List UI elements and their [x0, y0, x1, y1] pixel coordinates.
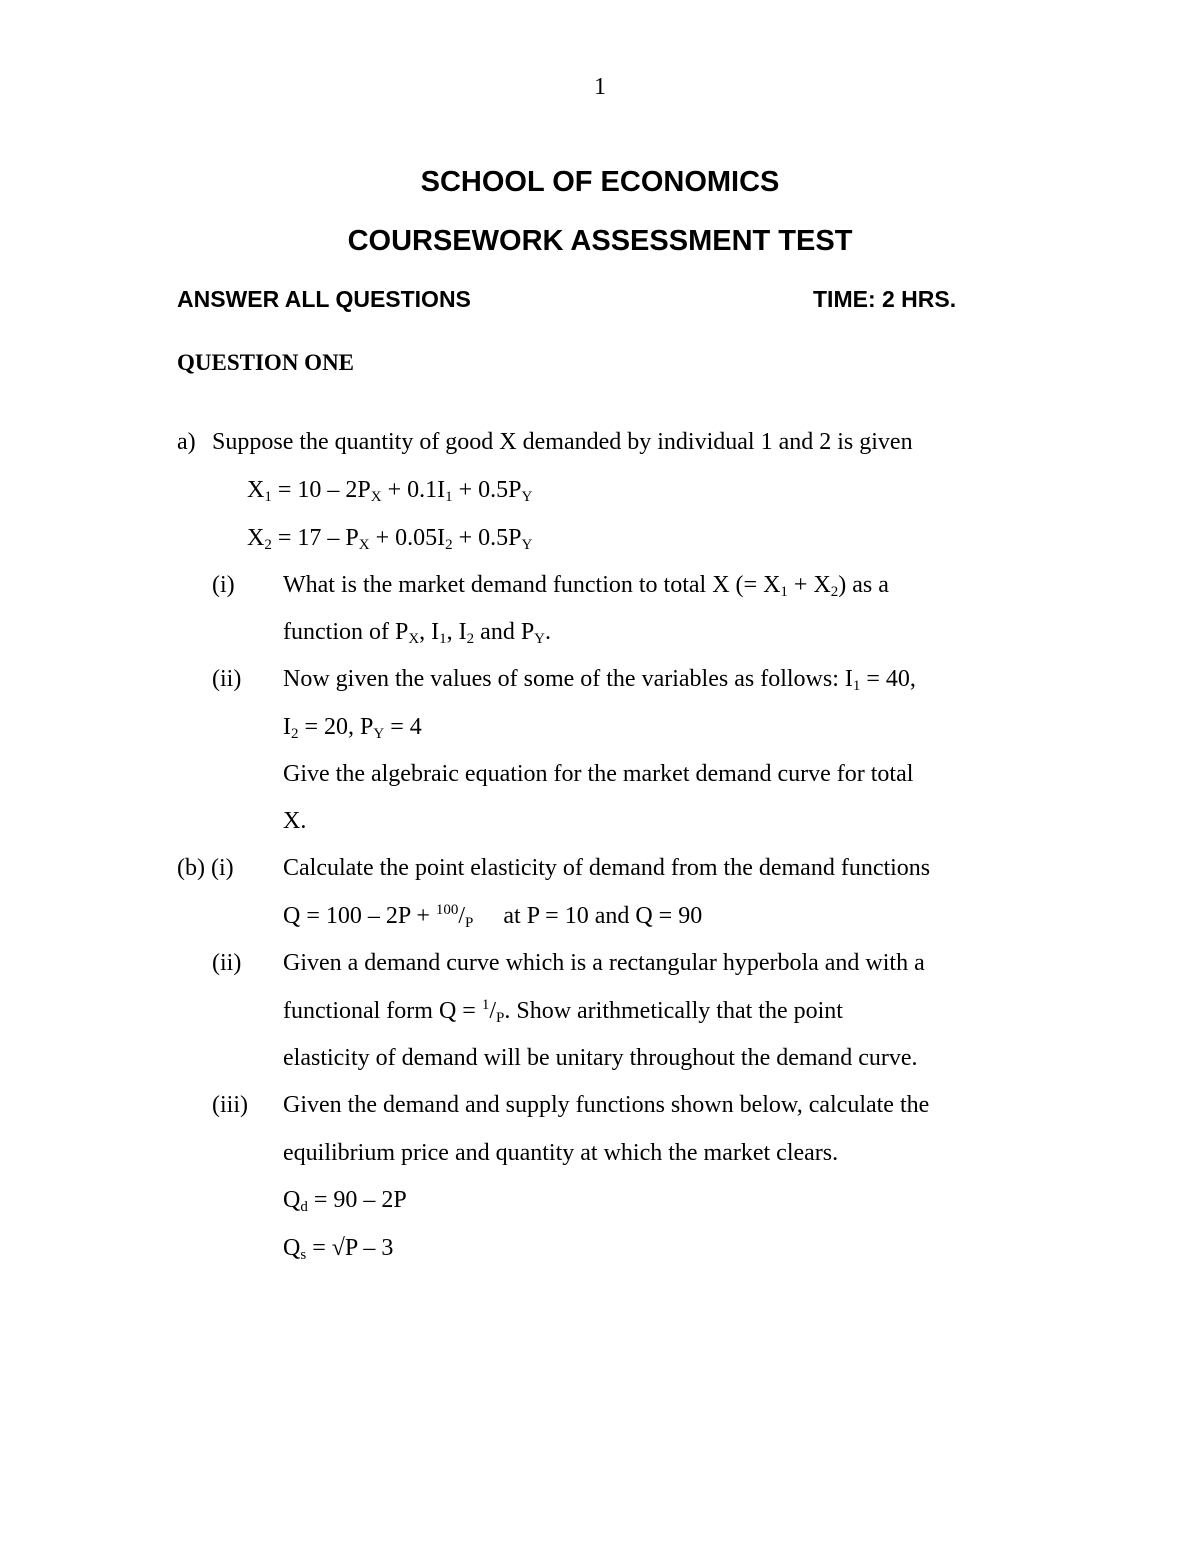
school-title: SCHOOL OF ECONOMICS: [420, 166, 780, 198]
part-a-ii-label: (ii): [212, 666, 242, 692]
part-b-i-line1: Calculate the point elasticity of demand from the demand functions: [283, 855, 931, 881]
part-a-ii-line2: $I_2 = 20$, $P_Y = 4$: [283, 714, 422, 742]
equation-qs: $Q_s = √P - 3$: [283, 1235, 394, 1263]
time-allowed: TIME: 2 HRS.: [813, 286, 957, 312]
part-a-i-line1: What is the market demand function to total X (= $X_1 + X_2$) as a: [283, 572, 889, 600]
instruction: ANSWER ALL QUESTIONS: [177, 286, 471, 312]
part-b-iii-line1: Given the demand and supply functions shown below, calculate the: [283, 1092, 930, 1118]
part-b-iii-line2: equilibrium price and quantity at which the market clears.: [283, 1140, 839, 1166]
part-b-label: (b) (i): [177, 855, 234, 881]
part-a-i-label: (i): [212, 572, 235, 598]
page-number: 1: [594, 74, 606, 100]
part-b-iii-label: (iii): [212, 1092, 248, 1118]
equation-x1: $X_1 = 10 - 2P_X + 0.1I_1 + 0.5P_Y$: [247, 477, 533, 505]
part-a-i-line2: function of $P_X$, $I_1$, $I_2$ and $P_Y$.: [283, 619, 552, 647]
equation-qd: $Q_d = 90 - 2P$: [283, 1187, 407, 1215]
part-a-ii-line4: X.: [283, 808, 307, 834]
part-b-i-line2: $Q = 100 - 2P + ^{100}/_P$ at P = 10 and Q = 90: [283, 902, 703, 931]
part-b-ii-line2: functional form $Q = ^1/_P$. Show arithmetically that the point: [283, 997, 843, 1026]
equation-x2: $X_2 = 17 - P_X + 0.05I_2 + 0.5P_Y$: [247, 525, 533, 553]
part-b-ii-label: (ii): [212, 950, 242, 976]
question-title: QUESTION ONE: [177, 350, 355, 375]
part-b-ii-line1: Given a demand curve which is a rectangular hyperbola and with a: [283, 950, 925, 976]
part-b-ii-line3: elasticity of demand will be unitary throughout the demand curve.: [283, 1045, 918, 1071]
part-a-ii-line3: Give the algebraic equation for the market demand curve for total: [283, 761, 914, 787]
part-a-ii-line1: Now given the values of some of the variables as follows: $I_1 = 40$,: [283, 666, 916, 694]
part-a-intro: Suppose the quantity of good X demanded by individual 1 and 2 is given: [212, 429, 913, 455]
test-title: COURSEWORK ASSESSMENT TEST: [347, 225, 853, 257]
part-a-label: a): [177, 429, 196, 455]
